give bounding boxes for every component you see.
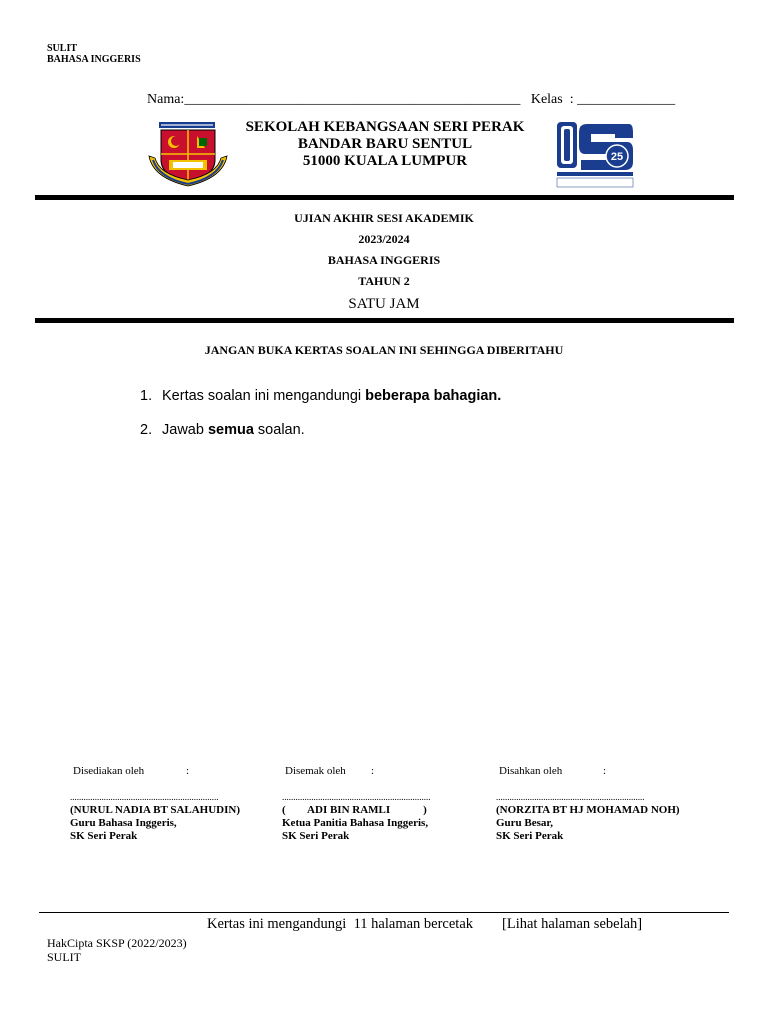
instruction-item <box>140 422 305 438</box>
classification-label: SULIT <box>47 43 78 54</box>
name-label: Nama: <box>147 92 185 107</box>
warning-text: JANGAN BUKA KERTAS SOALAN INI SEHINGGA DIBERITAHU <box>204 343 564 357</box>
exam-title: UJIAN AKHIR SESI AKADEMIK <box>294 211 474 225</box>
instruction-text: Kertas soalan ini mengandungi <box>162 388 366 404</box>
school-name: SEKOLAH KEBANGSAAN SERI PERAK <box>245 119 525 135</box>
footer-divider <box>39 912 729 913</box>
signature-colon: : <box>603 765 607 777</box>
exam-subject: BAHASA INGGERIS <box>327 253 441 267</box>
signatory-school: SK Seri Perak <box>496 830 564 842</box>
divider-bottom <box>35 318 734 323</box>
school-name-block <box>230 119 540 170</box>
signature-label: Disemak oleh <box>285 765 346 777</box>
exam-duration: SATU JAM <box>348 296 420 312</box>
instruction-item <box>140 388 501 404</box>
signature-label: Disediakan oleh <box>73 765 145 777</box>
divider-top <box>35 195 734 200</box>
transformation-school-logo <box>555 120 635 190</box>
signature-block-approved <box>496 765 716 843</box>
signatory-school: SK Seri Perak <box>70 830 138 842</box>
signatory-school: SK Seri Perak <box>282 830 350 842</box>
logo-number: 25 <box>610 151 624 163</box>
signatory-name: (NURUL NADIA BT SALAHUDIN) <box>70 804 241 816</box>
signatory-role: Guru Bahasa Inggeris, <box>70 817 177 829</box>
student-info-line <box>140 76 675 108</box>
footer-line <box>207 916 642 933</box>
signature-line[interactable]: .................................................................. <box>70 792 219 802</box>
instruction-number: 2. <box>140 422 153 438</box>
exam-session: 2023/2024 <box>358 232 410 246</box>
signature-block-checked <box>282 765 487 843</box>
instruction-emphasis: beberapa bahagian. <box>365 388 502 404</box>
instruction-text-end: soalan. <box>253 422 305 438</box>
instruction-emphasis: semua <box>207 422 254 438</box>
subject-label: BAHASA INGGERIS <box>47 54 141 65</box>
instruction-text: Jawab <box>162 422 208 438</box>
signature-colon: : <box>371 765 375 777</box>
signatory-role: Guru Besar, <box>496 817 554 829</box>
signature-colon: : <box>186 765 190 777</box>
exam-year: TAHUN 2 <box>358 274 410 288</box>
next-page-note: [Lihat halaman sebelah] <box>502 916 643 932</box>
school-crest-logo <box>147 120 229 190</box>
school-address-line: BANDAR BARU SENTUL <box>297 136 473 152</box>
footer-classification: SULIT <box>47 950 81 964</box>
signatory-role: Ketua Panitia Bahasa Inggeris, <box>282 817 429 829</box>
signature-line[interactable]: .................................................................. <box>496 792 645 802</box>
instruction-number: 1. <box>140 388 153 404</box>
copyright-text: HakCipta SKSP (2022/2023) <box>47 936 187 950</box>
name-blank[interactable]: ________________________________________________ <box>184 92 521 107</box>
page-count-text: Kertas ini mengandungi 11 halaman bercetak <box>207 916 474 932</box>
signature-line[interactable]: .................................................................. <box>282 792 431 802</box>
class-blank[interactable]: ______________ <box>577 92 676 107</box>
class-label: Kelas : <box>530 92 574 107</box>
signatory-name: ( ADI BIN RAMLI ) <box>282 804 427 816</box>
signature-label: Disahkan oleh <box>499 765 563 777</box>
signatory-name: (NORZITA BT HJ MOHAMAD NOH) <box>496 804 680 816</box>
school-postcode-city: 51000 KUALA LUMPUR <box>302 153 468 169</box>
signature-block-prepared <box>70 765 275 843</box>
